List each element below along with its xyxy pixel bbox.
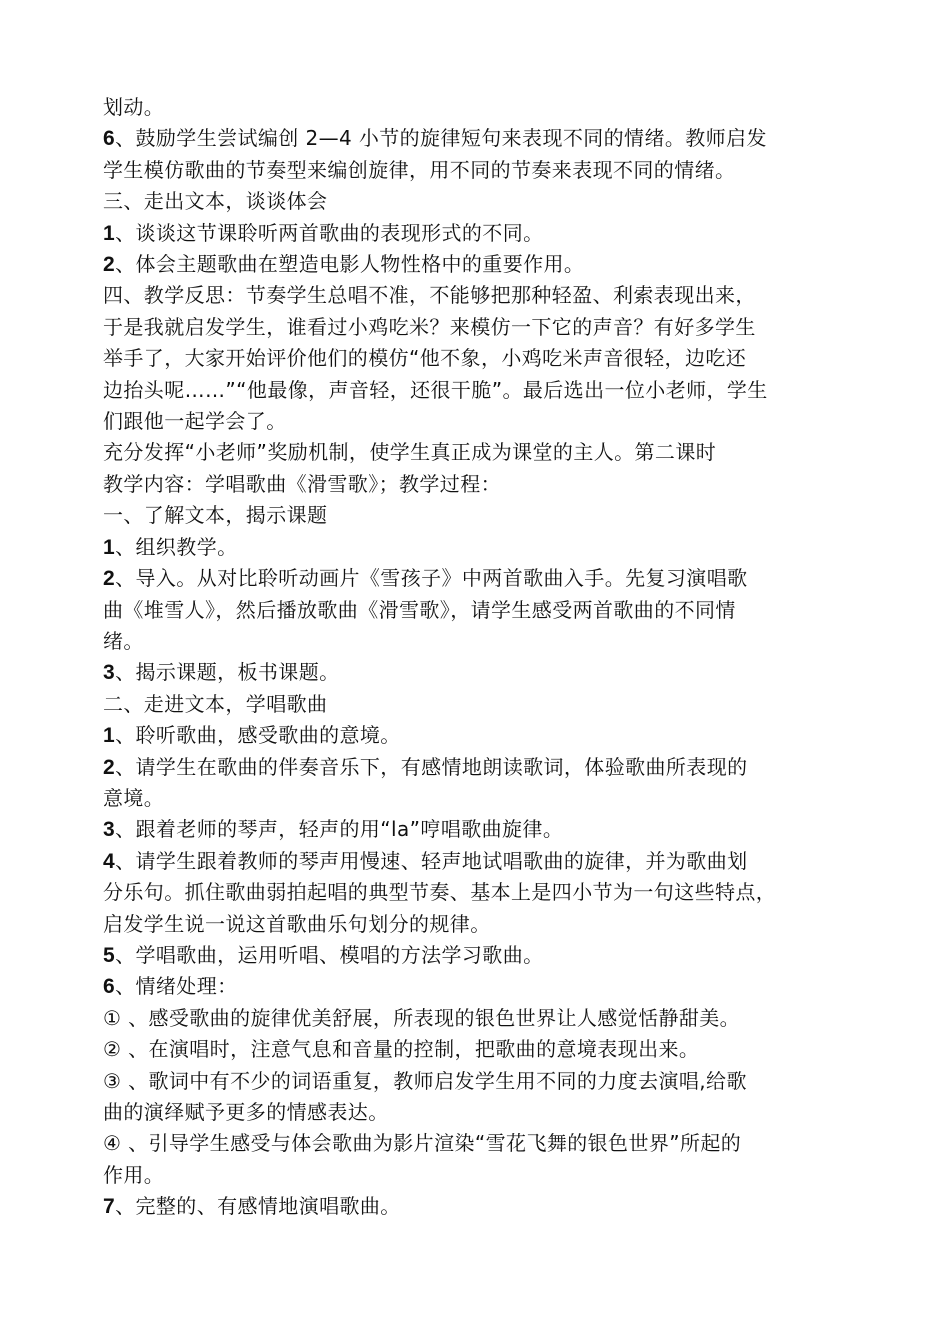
text-line bbox=[103, 1097, 873, 1128]
item-number: 1 bbox=[103, 221, 116, 245]
line-text: 、学唱歌曲，运用听唱、模唱的方法学习歌曲。 bbox=[115, 942, 544, 967]
text-line bbox=[103, 280, 873, 311]
line-text: 四、教学反思：节奏学生总唱不准，不能够把那种轻盈、利索表现出来， bbox=[103, 283, 756, 308]
text-line bbox=[103, 500, 873, 531]
text-line bbox=[103, 343, 873, 374]
text-line bbox=[103, 249, 873, 280]
text-line bbox=[103, 689, 873, 720]
text-line bbox=[103, 877, 873, 908]
line-text: 、揭示课题，板书课题。 bbox=[115, 660, 340, 685]
item-number: 3 bbox=[103, 818, 116, 842]
line-text: 学生模仿歌曲的节奏型来编创旋律，用不同的节奏来表现不同的情绪。 bbox=[103, 157, 736, 182]
item-number: 5 bbox=[103, 943, 116, 967]
document-page bbox=[103, 92, 873, 1223]
item-number: 3 bbox=[103, 661, 116, 685]
line-text: 、请学生在歌曲的伴奏音乐下，有感情地朗读歌词，体验歌曲所表现的 bbox=[115, 754, 748, 779]
line-text: 、完整的、有感情地演唱歌曲。 bbox=[115, 1194, 401, 1219]
line-text: 教学内容：学唱歌曲《滑雪歌》；教学过程： bbox=[103, 471, 501, 496]
text-line bbox=[103, 909, 873, 940]
line-text: 充分发挥“小老师”奖励机制，使学生真正成为课堂的主人。第二课时 bbox=[103, 440, 717, 465]
line-text: ④ 、引导学生感受与体会歌曲为影片渲染“雪花飞舞的银色世界”所起的 bbox=[103, 1131, 742, 1156]
line-text: ① 、感受歌曲的旋律优美舒展，所表现的银色世界让人感觉恬静甜美。 bbox=[103, 1005, 741, 1030]
item-number: 4 bbox=[103, 849, 116, 873]
text-line bbox=[103, 155, 873, 186]
text-line bbox=[103, 752, 873, 783]
text-line bbox=[103, 1128, 873, 1159]
text-line bbox=[103, 720, 873, 751]
text-line bbox=[103, 406, 873, 437]
text-line bbox=[103, 940, 873, 971]
item-number: 1 bbox=[103, 535, 116, 559]
text-line bbox=[103, 92, 873, 123]
text-line bbox=[103, 1160, 873, 1191]
text-line bbox=[103, 123, 873, 154]
text-line bbox=[103, 186, 873, 217]
text-line bbox=[103, 814, 873, 845]
line-text: 于是我就启发学生，谁看过小鸡吃米？来模仿一下它的声音？有好多学生 bbox=[103, 314, 756, 339]
line-text: 曲的演绎赋予更多的情感表达。 bbox=[103, 1100, 389, 1124]
item-number: 2 bbox=[103, 253, 116, 277]
line-text: 分乐句。抓住歌曲弱拍起唱的典型节奏、基本上是四小节为一句这些特点， bbox=[103, 880, 777, 905]
line-text: 、情绪处理： bbox=[115, 974, 238, 999]
line-text: 意境。 bbox=[103, 785, 165, 810]
item-number: 2 bbox=[103, 567, 116, 591]
line-text: 边抬头呢……”“他最像，声音轻，还很干脆”。最后选出一位小老师，学生 bbox=[103, 377, 768, 402]
line-text: 、导入。从对比聆听动画片《雪孩子》中两首歌曲入手。先复习演唱歌 bbox=[115, 566, 748, 591]
text-line bbox=[103, 657, 873, 688]
line-text: 作用。 bbox=[103, 1162, 165, 1187]
line-text: 一、了解文本，揭示课题 bbox=[103, 503, 328, 528]
text-line bbox=[103, 1034, 873, 1065]
line-text: ② 、在演唱时，注意气息和音量的控制，把歌曲的意境表现出来。 bbox=[103, 1037, 700, 1062]
item-number: 6 bbox=[103, 127, 116, 151]
line-text: 二、走进文本，学唱歌曲 bbox=[103, 691, 328, 716]
text-line bbox=[103, 846, 873, 877]
line-text: 、聆听歌曲，感受歌曲的意境。 bbox=[115, 723, 401, 748]
text-line bbox=[103, 1066, 873, 1097]
line-text: 举手了，大家开始评价他们的模仿“他不象，小鸡吃米声音很轻，边吃还 bbox=[103, 346, 747, 371]
line-text: 、鼓励学生尝试编创 2—4 小节的旋律短句来表现不同的情绪。教师启发 bbox=[115, 126, 767, 151]
text-line bbox=[103, 626, 873, 657]
text-line bbox=[103, 1191, 873, 1222]
text-line bbox=[103, 375, 873, 406]
text-line bbox=[103, 532, 873, 563]
line-text: 三、走出文本，谈谈体会 bbox=[103, 189, 328, 214]
text-line bbox=[103, 971, 873, 1002]
line-text: 曲《堆雪人》，然后播放歌曲《滑雪歌》，请学生感受两首歌曲的不同情 bbox=[103, 597, 736, 622]
item-number: 6 bbox=[103, 975, 116, 999]
text-line bbox=[103, 1003, 873, 1034]
text-line bbox=[103, 563, 873, 594]
line-text: 划动。 bbox=[103, 95, 165, 119]
text-line bbox=[103, 218, 873, 249]
text-line bbox=[103, 595, 873, 626]
line-text: 、谈谈这节课聆听两首歌曲的表现形式的不同。 bbox=[115, 220, 544, 245]
line-text: 、体会主题歌曲在塑造电影人物性格中的重要作用。 bbox=[115, 252, 585, 277]
text-line bbox=[103, 469, 873, 500]
item-number: 7 bbox=[103, 1195, 116, 1219]
line-text: 、请学生跟着教师的琴声用慢速、轻声地试唱歌曲的旋律，并为歌曲划 bbox=[115, 848, 748, 873]
item-number: 1 bbox=[103, 724, 116, 748]
line-text: 、跟着老师的琴声，轻声的用“la”哼唱歌曲旋律。 bbox=[115, 817, 564, 842]
line-text: 启发学生说一说这首歌曲乐句划分的规律。 bbox=[103, 911, 491, 936]
text-line bbox=[103, 437, 873, 468]
line-text: ③ 、歌词中有不少的词语重复，教师启发学生用不同的力度去演唱,给歌 bbox=[103, 1068, 747, 1093]
item-number: 2 bbox=[103, 755, 116, 779]
line-text: 们跟他一起学会了。 bbox=[103, 409, 287, 434]
text-line bbox=[103, 783, 873, 814]
line-text: 、组织教学。 bbox=[115, 534, 238, 559]
text-line bbox=[103, 312, 873, 343]
line-text: 绪。 bbox=[103, 628, 144, 653]
